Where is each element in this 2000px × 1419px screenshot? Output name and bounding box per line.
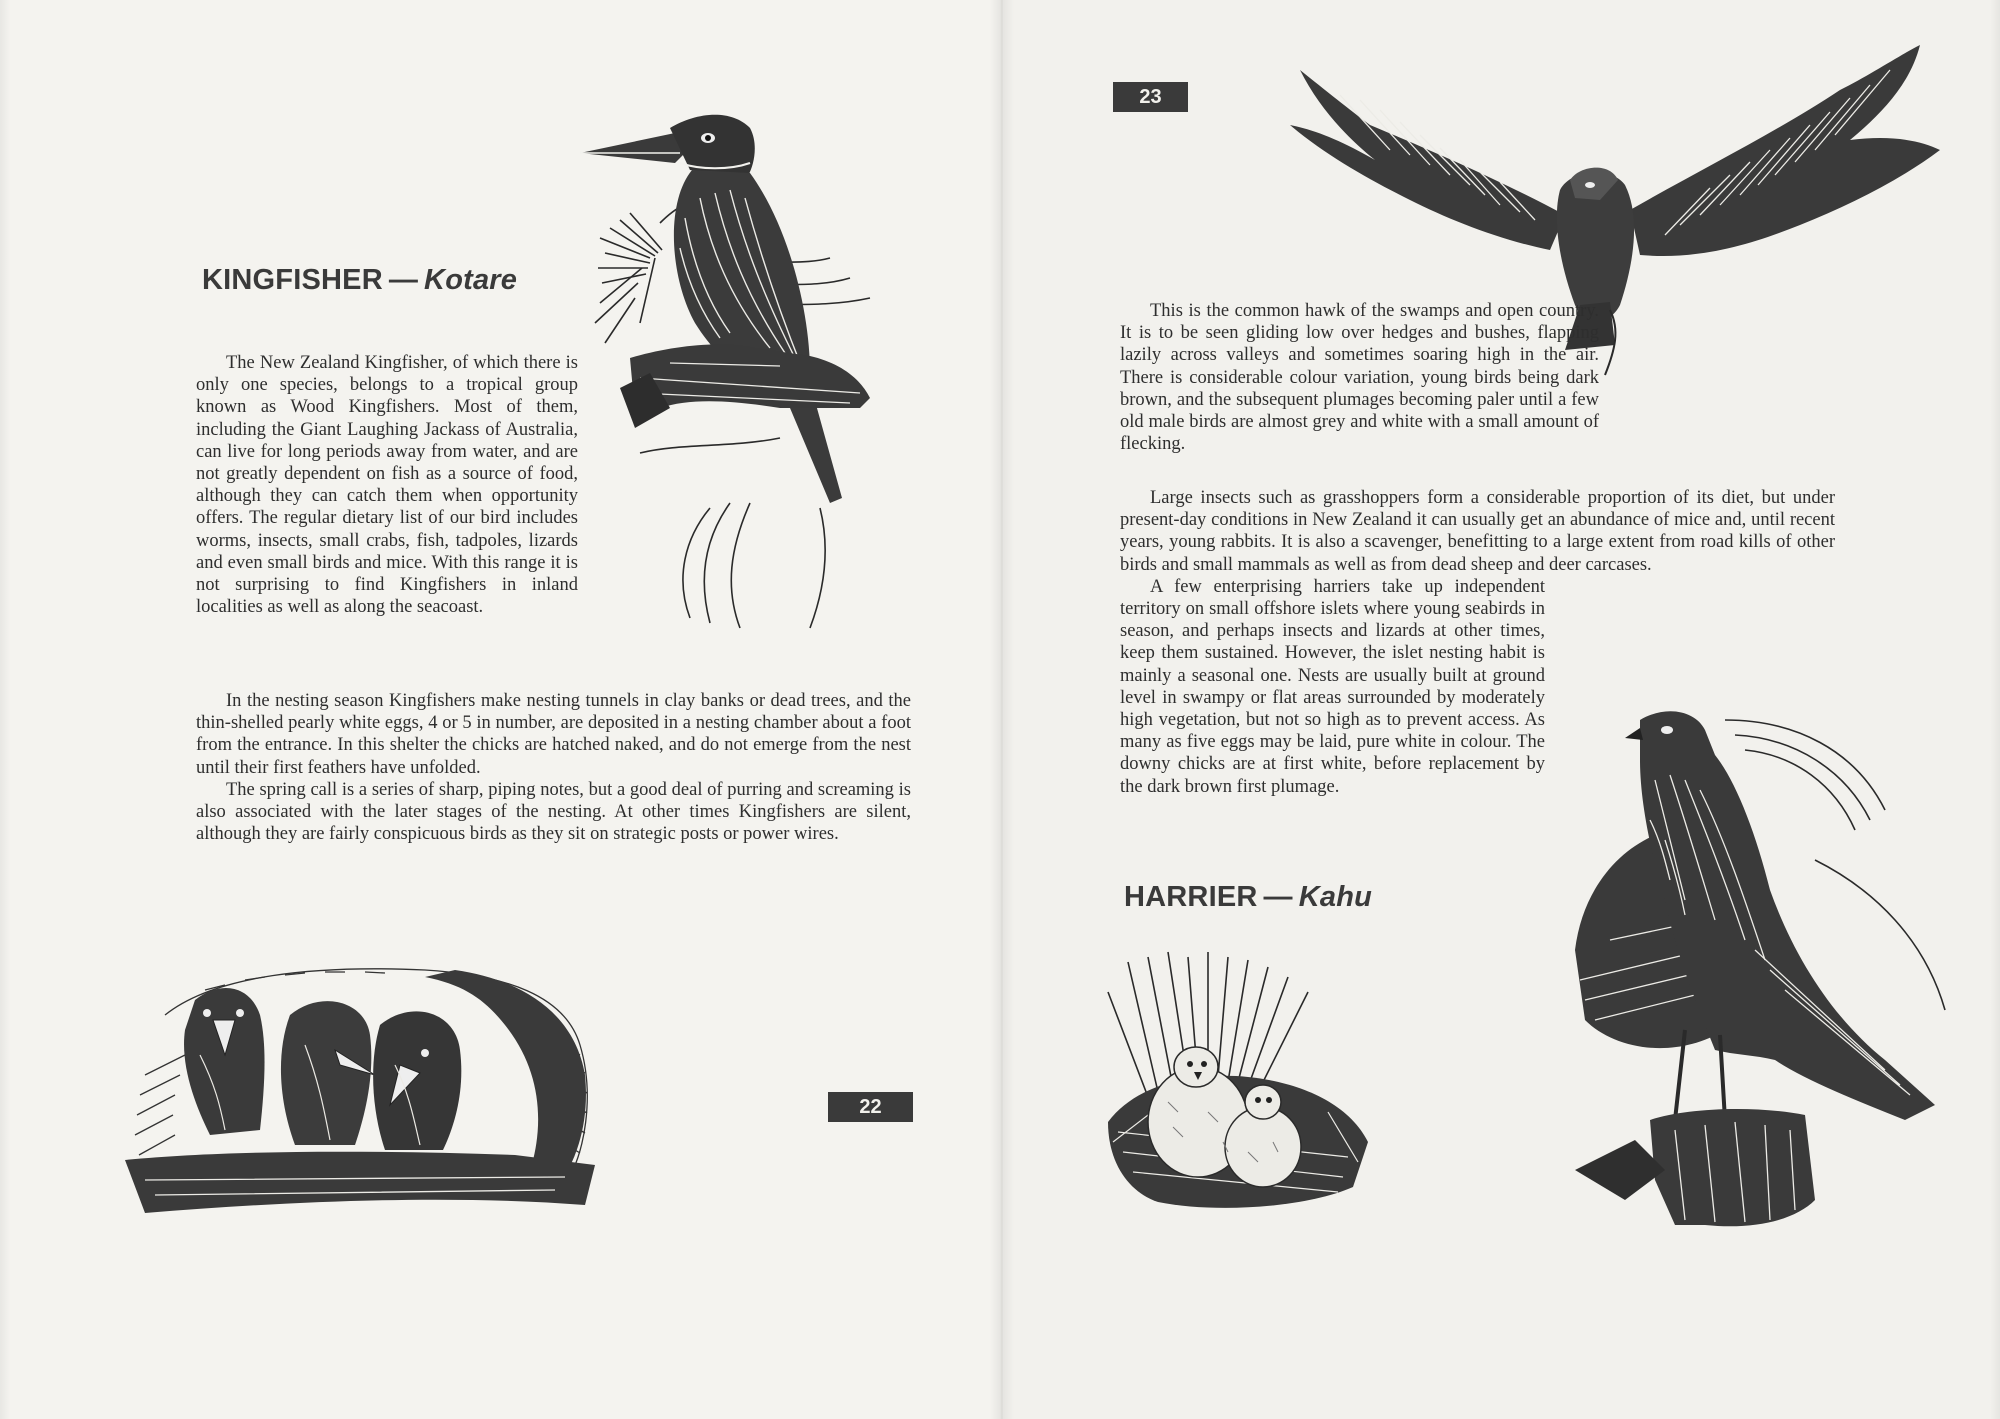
title-dash: —	[388, 264, 419, 296]
kingfisher-paragraph-call: The spring call is a series of sharp, piping notes, but a good deal of purring and screaming is also associated with the later stages of the nesting. At other times Kingfishers are silent, although they are fairly conspicuous birds as they sit on strategic posts or power wires.	[196, 779, 911, 845]
harrier-paragraph-diet: Large insects such as grasshoppers form a considerable proportion of its diet, but under present-day conditions in New Zealand it can usually get an abundance of mice and, until recent years, young rabbits. It is also a scavenger, benefitting to a large extent from road kills of other birds and small mammals as well as from dead sheep and deer carcases.	[1120, 488, 1835, 575]
harrier-title-maori: Kahu	[1298, 881, 1373, 913]
kingfisher-intro-text	[196, 352, 578, 618]
harrier-intro-paragraph: This is the common hawk of the swamps and open country. It is to be seen gliding low over hedges and bushes, flapping lazily across valleys and sometimes soaring high in the air. There is considerable colour variation, young birds being dark brown, and the subsequent plumages becoming paler until a few old male birds are almost grey and white with a small amount of flecking.	[1120, 301, 1599, 455]
page-number-23: 23	[1113, 82, 1188, 112]
kingfisher-intro-paragraph: The New Zealand Kingfisher, of which there is only one species, belongs to a tropical group known as Wood Kingfishers. Most of them, including the Giant Laughing Jackass of Australia, can live for long periods away from water, and are not greatly dependent on fish as a source of food, although they can catch them when opportunity offers. The regular dietary list of our bird includes worms, insects, small crabs, fish, tadpoles, lizards and even small birds and mice. With this range it is not surprising to find Kingfishers in inland localities as well as along the seacoast.	[196, 353, 578, 618]
book-gutter	[990, 0, 1014, 1419]
page-number-22: 22	[828, 1092, 913, 1122]
harrier-intro-text	[1120, 300, 1835, 455]
harrier-paragraph-nesting: A few enterprising harriers take up independent territory on small offshore islets where young seabirds in season, and perhaps insects and lizards at other times, keep them sustained. However, the islet nesting habit is mainly a seasonal one. Nests are usually built at ground level in swampy or flat areas surrounded by moderately high vegetation, but not so high as to prevent access. As many as five eggs may be laid, pure white in colour. The downy chicks are at first white, before replacement by the dark brown first plumage.	[1120, 576, 1545, 797]
harrier-heading	[1124, 881, 1372, 914]
harrier-title-english: HARRIER	[1124, 881, 1258, 913]
kingfisher-perched-illustration	[580, 108, 955, 638]
kingfisher-chicks-illustration	[125, 955, 605, 1235]
harrier-perched-illustration	[1555, 700, 1955, 1240]
kingfisher-body-text	[196, 690, 911, 845]
harrier-chicks-nest-illustration	[1098, 952, 1378, 1217]
kingfisher-title-maori: Kotare	[424, 264, 518, 296]
kingfisher-heading	[202, 264, 517, 297]
kingfisher-paragraph-nesting: In the nesting season Kingfishers make nesting tunnels in clay banks or dead trees, and the thin-shelled pearly white eggs, 4 or 5 in number, are deposited in a nesting chamber about a foot from the entrance. In this shelter the chicks are hatched naked, and do not emerge from the nest until their first feathers have unfolded.	[196, 691, 911, 778]
kingfisher-title-english: KINGFISHER	[202, 264, 383, 296]
title-dash: —	[1263, 881, 1293, 913]
